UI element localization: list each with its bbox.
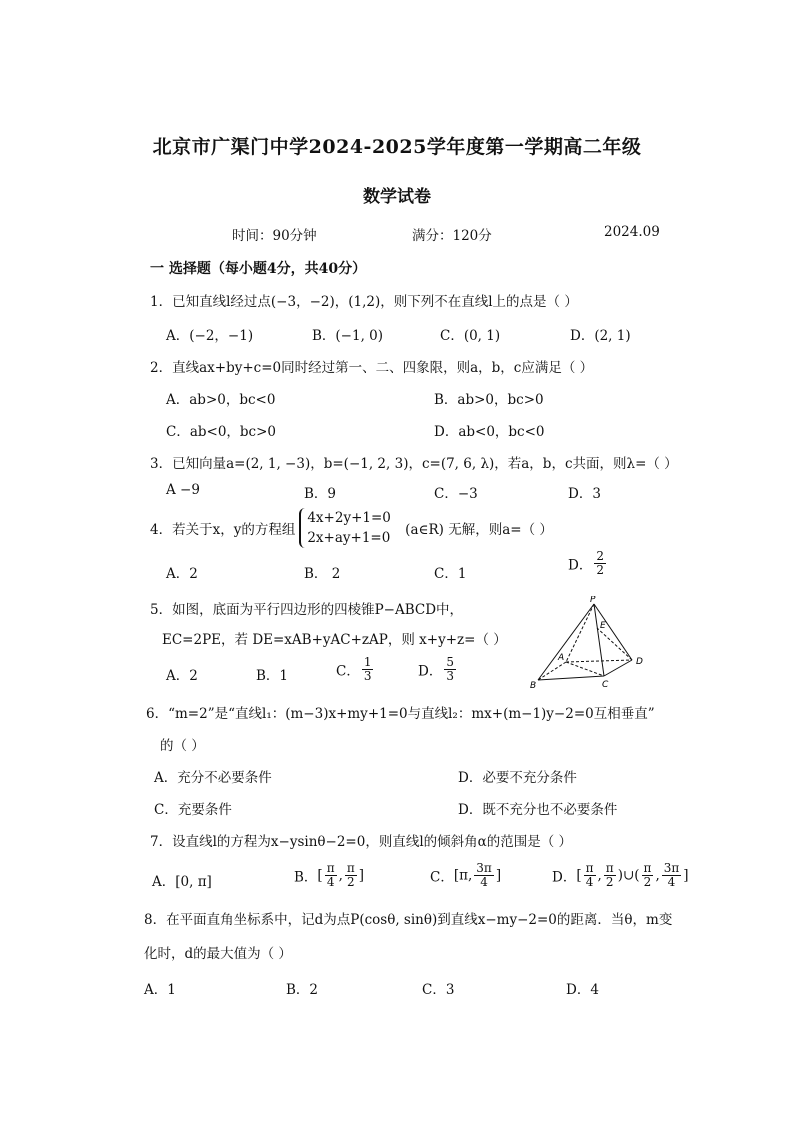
vertex-label-c: C (602, 680, 609, 690)
question-5-option-d-label: D． (418, 663, 443, 680)
q7b-open: [ (317, 867, 323, 884)
equation-2: 2x+ay+1=0 (307, 530, 391, 546)
question-5-option-d (418, 656, 458, 683)
question-6-line-2: 的（ ） (160, 738, 205, 754)
question-7-option-c (430, 862, 501, 889)
question-5-option-a: A．2 (166, 668, 198, 684)
question-5-option-c (336, 656, 375, 683)
q7d-frac4-den: 4 (667, 875, 676, 889)
q7b-frac1-den: 4 (326, 875, 335, 889)
exam-score: 满分：120分 (412, 228, 492, 244)
question-5-line-1: 5．如图，底面为平行四边形的四棱锥P−ABCD中， (150, 602, 464, 618)
vertex-label-a: A (558, 653, 565, 663)
question-5-line-2: EC=2PE，若 DE=xAB+yAC+zAP，则 x+y+z=（ ） (162, 632, 507, 648)
question-4-prefix: 4．若关于x，y的方程组 (150, 522, 296, 538)
question-2-option-c: C．ab<0，bc>0 (166, 424, 277, 440)
q7c-open: [π, (453, 867, 473, 884)
question-8-option-a: A．1 (144, 982, 176, 998)
exam-subtitle: 数学试卷 (363, 187, 431, 207)
question-5-c-denominator: 3 (363, 669, 372, 683)
question-5-c-numerator: 1 (363, 655, 372, 669)
question-8-option-b: B．2 (286, 982, 319, 998)
question-5-option-c-label: C． (336, 663, 360, 680)
question-6-option-a: A．充分不必要条件 (154, 770, 272, 786)
q7d-frac3-num: π (643, 861, 652, 875)
q7d-frac1-num: π (585, 861, 594, 875)
question-2-option-b: B．ab>0，bc>0 (434, 392, 544, 408)
question-4-stem (150, 508, 553, 548)
exam-title: 北京市广渠门中学2024-2025学年度第一学期高二年级 (152, 136, 642, 158)
question-3-option-a: A −9 (166, 482, 200, 498)
question-3-option-b: B．9 (304, 486, 337, 502)
q7b-comma: , (338, 867, 343, 884)
edge-pb (538, 604, 594, 680)
segment-de (597, 628, 632, 660)
question-4-option-b: B． 2 (304, 566, 341, 582)
question-2-stem: 2．直线ax+by+c=0同时经过第一、二、四象限，则a，b，c应满足（ ） (150, 360, 594, 376)
question-8-option-c: C．3 (422, 982, 455, 998)
vertex-label-b: B (530, 681, 537, 690)
q7d-frac2-den: 2 (605, 875, 614, 889)
edge-ad (566, 660, 632, 662)
q7b-frac1-num: π (326, 861, 335, 875)
q7d-open: [ (576, 867, 582, 884)
q7c-close: ] (495, 867, 502, 884)
q7b-close: ] (358, 867, 365, 884)
question-1-option-c: C．(0, 1) (440, 328, 501, 344)
edge-pa (566, 604, 594, 662)
question-3-stem: 3．已知向量a=(2, 1, −3)，b=(−1, 2, 3)，c=(7, 6, λ)，若a，b，c共面，则λ=（ ） (150, 456, 678, 472)
edge-ab (538, 662, 566, 680)
question-5-d-denominator: 3 (446, 669, 454, 683)
edge-pd (594, 604, 632, 660)
section-heading: 一 选择题（每小题4分，共40分） (150, 261, 367, 277)
question-8-option-d: D．4 (566, 982, 599, 998)
q7b-frac2-den: 2 (347, 875, 355, 889)
equation-1: 4x+2y+1=0 (307, 510, 391, 526)
q7d-frac2-num: π (605, 861, 614, 875)
question-5-d-numerator: 5 (446, 655, 454, 669)
question-4-option-a: A．2 (166, 566, 198, 582)
question-2-option-d: D．ab<0，bc<0 (434, 424, 545, 440)
q7d-frac3-den: 2 (643, 875, 652, 889)
edge-cd (604, 660, 632, 676)
question-7-option-d (552, 862, 689, 889)
question-6-option-b: D．必要不充分条件 (458, 770, 577, 786)
q7d-comma2: , (655, 867, 660, 884)
vertex-label-e: E (600, 621, 606, 631)
q7d-frac4-num: 3π (663, 861, 680, 875)
q7d-union: )∪( (617, 867, 640, 884)
question-6-option-c: C．充要条件 (154, 802, 232, 818)
edge-bc (538, 676, 604, 680)
pyramid-figure (528, 596, 654, 690)
edge-ac (566, 662, 604, 676)
q7c-frac-den: 4 (480, 875, 488, 889)
question-7-option-d-label: D． (552, 869, 577, 886)
edge-pc (594, 604, 604, 676)
vertex-label-p: P (590, 596, 596, 605)
question-5-option-b: B．1 (256, 668, 289, 684)
question-4-d-numerator: 2 (596, 549, 604, 563)
question-8-line-1: 8．在平面直角坐标系中，记d为点P(cosθ, sinθ)到直线x−my−2=0的距离．当θ，m变 (144, 912, 673, 928)
question-7-option-b-label: B． (294, 869, 318, 886)
question-6-line-1: 6．“m=2”是“直线l₁：(m−3)x+my+1=0与直线l₂：mx+(m−1)y−2=0互相垂直” (146, 706, 655, 722)
question-7-option-c-label: C． (430, 869, 454, 886)
question-7-option-a: A．[0, π] (152, 874, 212, 890)
vertex-label-d: D (636, 657, 643, 667)
question-4-suffix: (a∈R) 无解，则a=（ ） (405, 522, 553, 538)
question-7-option-b (294, 862, 364, 889)
exam-date: 2024.09 (604, 224, 660, 240)
question-1-option-a: A．(−2，−1) (166, 328, 254, 344)
question-6-option-d: D．既不充分也不必要条件 (458, 802, 618, 818)
q7c-frac-num: 3π (476, 861, 492, 875)
q7d-close: ] (683, 867, 689, 884)
equation-system (299, 508, 391, 548)
q7b-frac2-num: π (346, 861, 355, 875)
question-1-option-b: B．(−1, 0) (312, 328, 384, 344)
question-4-d-denominator: 2 (596, 563, 604, 577)
question-8-line-2: 化时，d的最大值为（ ） (144, 946, 292, 962)
exam-time: 时间：90分钟 (232, 228, 317, 244)
question-4-option-d (568, 550, 608, 577)
question-4-option-c: C．1 (434, 566, 467, 582)
question-2-option-a: A．ab>0，bc<0 (166, 392, 276, 408)
question-7-stem: 7．设直线l的方程为x−ysinθ−2=0，则直线l的倾斜角α的范围是（ ） (150, 834, 573, 850)
q7d-frac1-den: 4 (585, 875, 594, 889)
q7d-comma1: , (597, 867, 602, 884)
question-1-stem: 1．已知直线l经过点(−3，−2)，(1,2)，则下列不在直线l上的点是（ ） (150, 294, 578, 310)
question-3-option-d: D．3 (568, 486, 601, 502)
question-1-option-d: D．(2, 1) (570, 328, 631, 344)
question-3-option-c: C．−3 (434, 486, 478, 502)
question-4-option-d-label: D． (568, 557, 593, 574)
